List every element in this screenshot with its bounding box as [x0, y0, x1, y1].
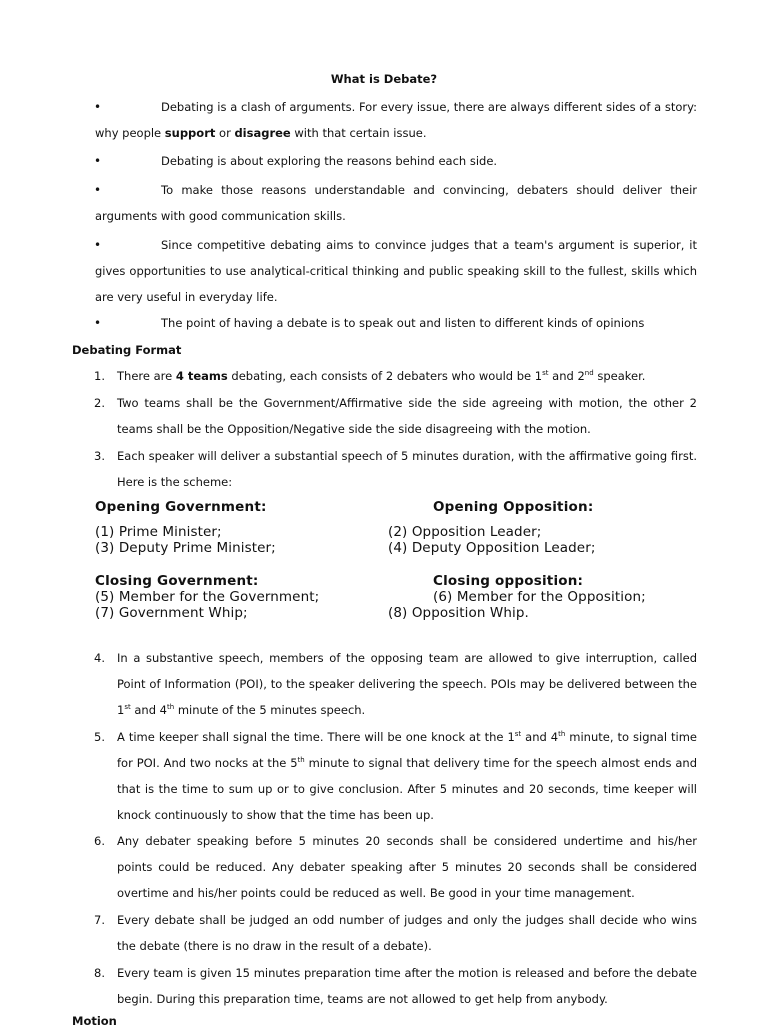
- list-item-8: Every team is given 15 minutes preparation time after the motion is released and before the debate begin. During this preparation time, teams are not allowed to get help from anybody.: [117, 966, 697, 1006]
- item-number: 5.: [94, 730, 105, 744]
- bullet-icon: •: [94, 316, 102, 330]
- item-number: 1.: [94, 369, 105, 383]
- list-item-6: Any debater speaking before 5 minutes 20 seconds shall be considered undertime and his/her points could be reduced. Any debater speaking after 5 minutes 20 seconds shall be considered overtime and his/her points could be reduced as well. Be good in your time management.: [117, 834, 697, 900]
- scheme-line-deputy-prime-minister: (3) Deputy Prime Minister;: [95, 540, 276, 556]
- scheme-line-member-government: (5) Member for the Government;: [95, 589, 320, 605]
- opening-opposition-heading: Opening Opposition:: [433, 499, 594, 515]
- list-item-1: There are 4 teams debating, each consists of 2 debaters who would be 1st and 2nd speaker.: [117, 369, 646, 383]
- scheme-line-opposition-leader: (2) Opposition Leader;: [388, 524, 542, 540]
- scheme-line-government-whip: (7) Government Whip;: [95, 605, 248, 621]
- scheme-line-deputy-opposition-leader: (4) Deputy Opposition Leader;: [388, 540, 596, 556]
- bullet-icon: •: [94, 183, 102, 197]
- bold-support: support: [164, 126, 216, 140]
- intro-paragraph-2: Debating is about exploring the reasons behind each side.: [161, 154, 498, 168]
- intro-paragraph-4: Since competitive debating aims to convince judges that a team's argument is superior, it gives opportunities to use analytical-critical thinking and public speaking skill to the fullest, skills which are very useful in everyday life.: [95, 238, 697, 304]
- list-item-4: In a substantive speech, members of the opposing team are allowed to give interruption, called Point of Information (POI), to the speaker delivering the speech. POIs may be delivered between the 1st and 4th minute of the 5 minutes speech.: [117, 651, 697, 717]
- closing-government-heading: Closing Government:: [95, 573, 259, 589]
- scheme-line-opposition-whip: (8) Opposition Whip.: [388, 605, 529, 621]
- section-heading-motion: Motion: [72, 1014, 117, 1028]
- list-item-3: Each speaker will deliver a substantial speech of 5 minutes duration, with the affirmative going first. Here is the scheme:: [117, 449, 697, 489]
- list-item-2: Two teams shall be the Government/Affirmative side the side agreeing with motion, the other 2 teams shall be the Opposition/Negative side the side disagreeing with the motion.: [117, 396, 697, 436]
- item-number: 8.: [94, 966, 105, 980]
- item-number: 7.: [94, 913, 105, 927]
- item-number: 6.: [94, 834, 105, 848]
- section-heading-debating-format: Debating Format: [72, 343, 182, 357]
- intro-paragraph-3: To make those reasons understandable and convincing, debaters should deliver their arguments with good communication skills.: [95, 183, 697, 223]
- bold-disagree: disagree: [234, 126, 291, 140]
- bullet-icon: •: [94, 154, 102, 168]
- scheme-line-prime-minister: (1) Prime Minister;: [95, 524, 222, 540]
- list-item-5: A time keeper shall signal the time. There will be one knock at the 1st and 4th minute, to signal time for POI. And two nocks at the 5th minute to signal that delivery time for the speech almost ends and that is the time to sum up or to give conclusion. After 5 minutes and 20 seconds, time keeper will knock continuously to show that the time has been up.: [117, 730, 697, 822]
- scheme-line-member-opposition: (6) Member for the Opposition;: [433, 589, 646, 605]
- list-item-7: Every debate shall be judged an odd number of judges and only the judges shall decide who wins the debate (there is no draw in the result of a debate).: [117, 913, 697, 953]
- page-title: What is Debate?: [330, 72, 438, 86]
- intro-paragraph-5: The point of having a debate is to speak out and listen to different kinds of opinions: [161, 316, 645, 330]
- item-number: 4.: [94, 651, 105, 665]
- opening-government-heading: Opening Government:: [95, 499, 267, 515]
- bullet-icon: •: [94, 238, 102, 252]
- bullet-icon: •: [94, 100, 102, 114]
- closing-opposition-heading: Closing opposition:: [433, 573, 584, 589]
- intro-paragraph-1: Debating is a clash of arguments. For every issue, there are always different sides of a story: why people support or disagree with that certain issue.: [95, 100, 697, 140]
- item-number: 2.: [94, 396, 105, 410]
- item-number: 3.: [94, 449, 105, 463]
- bold-4-teams: 4 teams: [175, 369, 228, 383]
